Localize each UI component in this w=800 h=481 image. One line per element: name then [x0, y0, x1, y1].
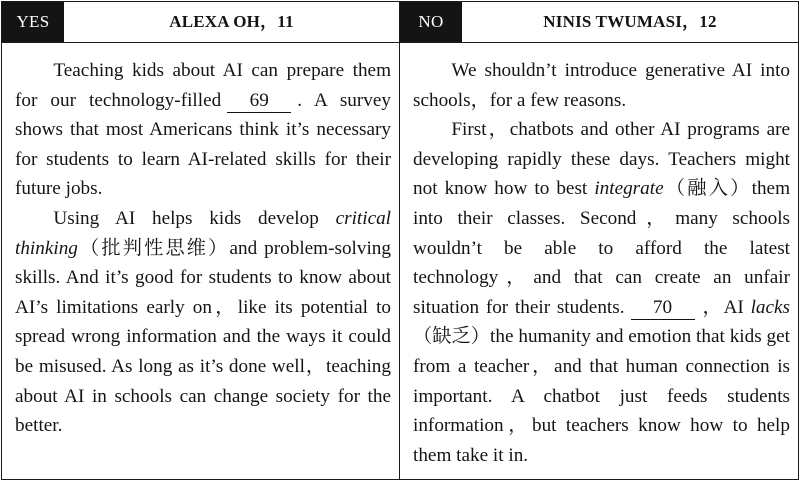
yes-tag: YES [2, 2, 64, 42]
no-p2-text-d: （缺乏）the humanity and emotion that kids get from a teacher，and that human connection is important. A chatbot just feeds students information，but teachers know how to help them take it in. [413, 326, 790, 466]
debate-table [1, 1, 799, 480]
no-tag: NO [400, 2, 462, 42]
blank-69: 69 [227, 90, 291, 113]
yes-author: ALEXA OH，11 [169, 12, 294, 31]
yes-body [15, 56, 391, 441]
yes-paragraph-1 [15, 56, 391, 204]
no-body [413, 56, 790, 470]
yes-p2-text-a: Using AI helps kids develop [53, 207, 319, 229]
blank-70: 70 [631, 297, 695, 320]
no-header [400, 2, 798, 43]
no-paragraph-2 [413, 115, 790, 470]
term-critical-thinking: critical thinking [15, 207, 392, 259]
yes-column [2, 2, 400, 479]
term-lacks: lacks [750, 296, 790, 318]
no-p2-text-a: First，chatbots and other AI programs are developing rapidly these days. Teachers might not know how to best [413, 119, 790, 200]
term-integrate: integrate [594, 178, 664, 200]
yes-paragraph-2 [15, 204, 391, 441]
no-paragraph-1: We shouldn’t introduce generative AI into schools，for a few reasons. [413, 60, 790, 111]
yes-p2-text-b: （批判性思维）and problem-solving skills. And it’s good for students to know about AI’s limitations early on，like its potential to spread wrong information and the ways it could be misused. As long as it’s done well，teaching about AI in schools can change society for the better. [15, 237, 391, 437]
no-author: NINIS TWUMASI，12 [543, 12, 717, 31]
no-column [400, 2, 798, 479]
yes-p1-text-b: . A survey shows that most Americans think it’s necessary for students to learn AI-related skills for their future jobs. [15, 89, 391, 200]
yes-p1-text-a: Teaching kids about AI can prepare them for our technology-filled [15, 60, 391, 111]
no-p2-text-c: ，AI [700, 296, 744, 318]
no-p2-text-b: （融入）them into their classes. Second，many schools wouldn’t be able to afford the latest technology，and that can create an unfair situation for their students. [413, 178, 790, 318]
yes-header [2, 2, 399, 43]
